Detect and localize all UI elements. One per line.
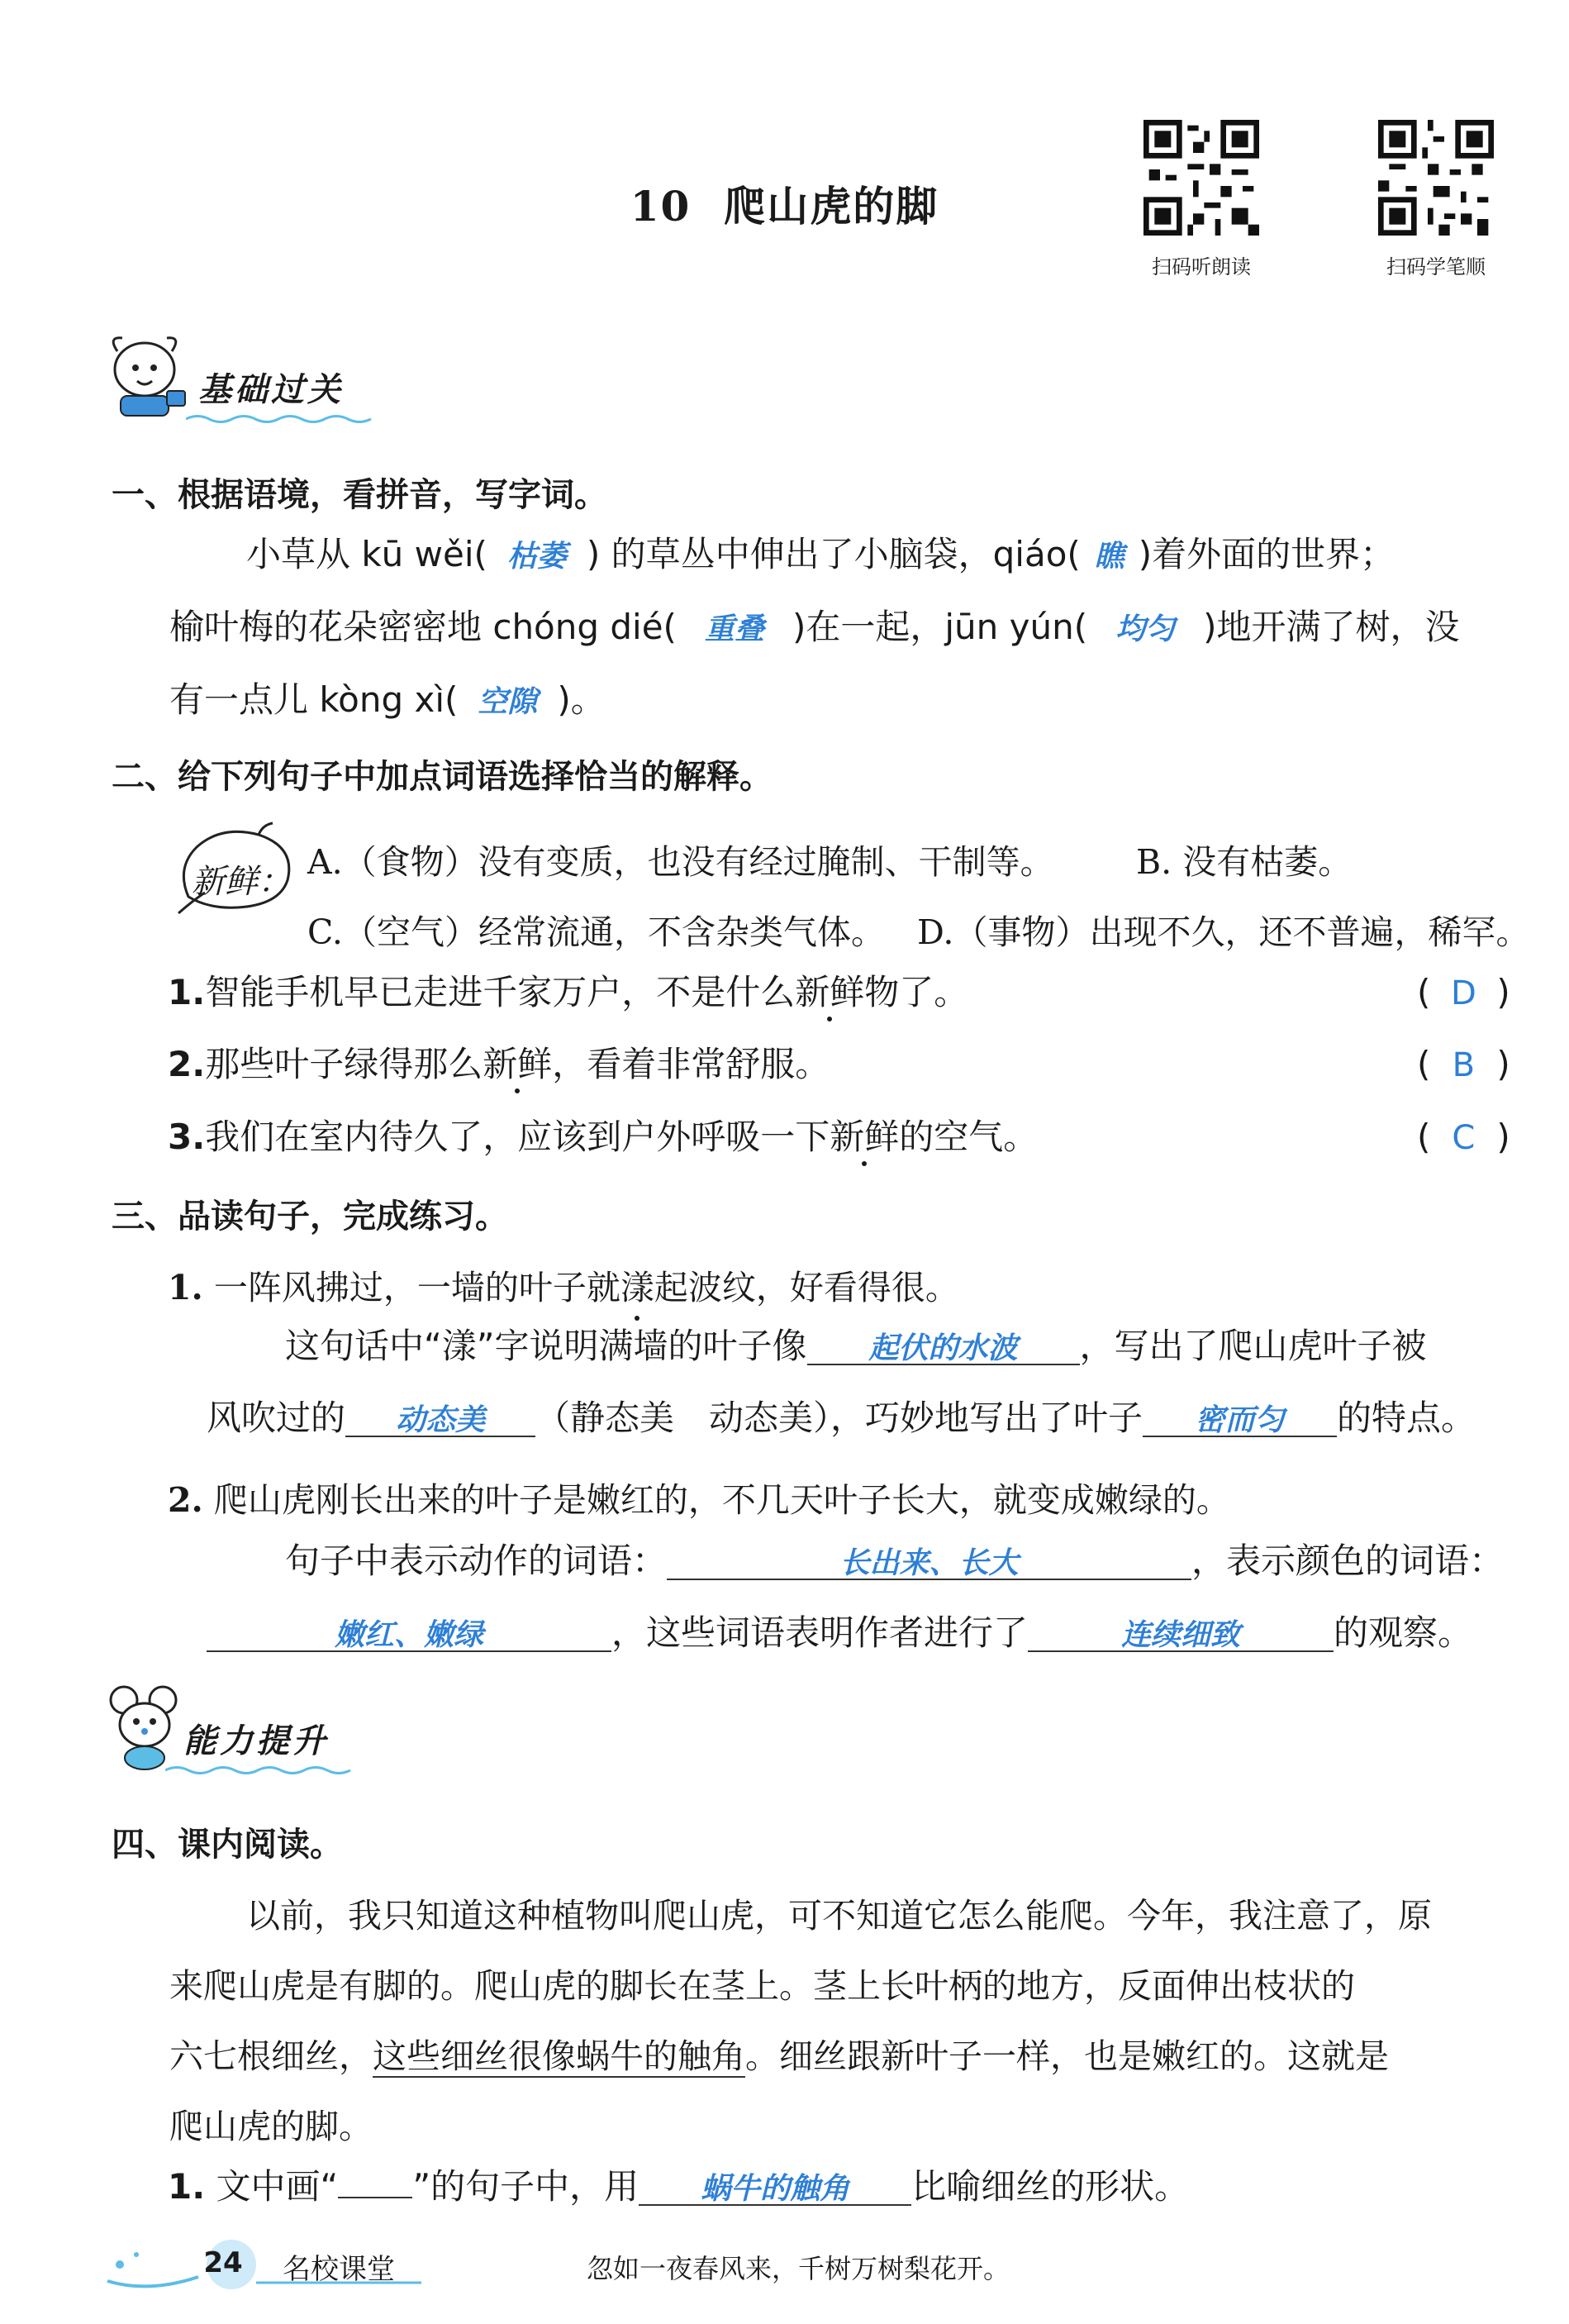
q2-answer-1: D [1450,974,1476,1012]
section-advanced-wave [165,1764,355,1776]
q4-para-line4: 爬山虎的脚。 [169,2107,373,2146]
q2-item-2-num: 2. [168,1044,206,1084]
q3-s2-text: 爬山虎刚长出来的叶子是嫩红的，不几天叶子长大，就变成嫩绿的。 [213,1480,1230,1520]
q4-para-line3-a: 六七根细丝， [169,2036,373,2076]
q1-line2 [169,607,1460,647]
q4-para-line3-b: 。细丝跟新叶子一样，也是嫩红的。这就是 [745,2036,1389,2076]
qr-code-stroke[interactable] [1378,120,1494,236]
q4-para-line3 [169,2029,1389,2078]
mouse-mascot-icon [103,1682,186,1773]
q2-item-1 [168,972,969,1012]
q2-answer-1-box [1417,972,1510,1012]
section-advanced-title: 能力提升 [183,1722,329,1760]
answer-junyun: 均匀 [1115,612,1176,646]
q4-item-1-pre: 文中画“ [216,2166,339,2207]
q2-answer-2: B [1452,1046,1476,1084]
q3-sentence-2 [168,1473,1230,1522]
q3-s1-pre: 一阵风拂过，一墙的叶子就 [213,1268,620,1307]
q3-s1-num: 1. [168,1268,203,1307]
q2-item-3-post: 的空气。 [899,1117,1039,1157]
q1-line3 [169,679,606,720]
page-number: 24 [203,2246,243,2279]
section-basic-title: 基础过关 [198,371,344,409]
q2-option-d: D.（事物）出现不久，还不普遍，稀罕。 [917,912,1530,952]
q3-heading: 三、品读句子，完成练习。 [112,1198,508,1236]
q1-line3-text-b: )。 [557,679,606,720]
q3-s2-question-line2 [207,1612,1473,1653]
q3-s1-question-line2 [207,1398,1476,1438]
qr-label-stroke: 扫码学笔顺 [1386,255,1486,279]
q2-item-2 [168,1044,830,1084]
q2-heading: 二、给下列句子中加点词语选择恰当的解释。 [112,758,773,796]
footer-quote: 忽如一夜春风来，千树万树梨花开。 [587,2253,1010,2284]
q3-s2-q3: ，这些词语表明作者进行了 [611,1612,1029,1653]
q2-option-c: C.（空气）经常流通，不含杂类气体。 [307,912,885,952]
section-basic-wave [186,413,376,425]
q4-item-1-line-mark [338,2197,412,2198]
q2-answer-3-close: ) [1496,1117,1510,1157]
q2-option-a: A.（食物）没有变质，也没有经过腌制、干制等。 [307,842,1054,882]
answer-kuwei: 枯萎 [506,540,567,574]
q1-line1-text-c: )着外面的世界； [1138,534,1395,574]
q3-s2-q1: 句子中表示动作的词语： [285,1541,668,1581]
q2-item-2-post: ，看着非常舒服。 [552,1044,830,1084]
q2-item-1-pre: 智能手机早已走进千家万户，不是什么 [205,972,796,1012]
qr-code-listen[interactable] [1143,120,1259,236]
q4-underlined-sentence: 这些细丝很像蜗牛的触角 [373,2036,745,2076]
q2-answer-3: C [1452,1119,1476,1157]
q3-s1-q4: （静态美 动态美），巧妙地写出了叶子 [535,1398,1143,1438]
q2-item-3-pre: 我们在室内待久了，应该到户外呼吸一下 [205,1117,830,1157]
answer-chongdie: 重叠 [704,612,764,646]
q1-line2-text-c: )地开满了树，没 [1203,607,1460,647]
q2-item-1-post: 物了。 [864,972,969,1012]
q1-line2-text-a: 榆叶梅的花朵密密地 chóng dié( [169,607,677,647]
q3-s2-q4: 的观察。 [1334,1612,1473,1653]
answer-observation: 连续细致 [1028,1621,1334,1652]
lesson-name: 爬山虎的脚 [724,182,939,231]
answer-colors: 嫩红、嫩绿 [207,1621,611,1652]
q2-word: 新鲜： [192,863,291,901]
q4-heading: 四、课内阅读。 [112,1826,343,1864]
goat-mascot-icon [99,326,190,421]
q4-item-1-mid: ”的句子中，用 [412,2166,639,2207]
q3-s1-q3: 风吹过的 [207,1398,346,1438]
q2-item-1-num: 1. [168,972,206,1012]
q2-item-2-pre: 那些叶子绿得那么 [205,1044,483,1084]
lesson-title [0,174,1569,233]
q3-s2-q2: ，表示颜色的词语： [1191,1541,1505,1581]
q4-para-line2: 来爬山虎是有脚的。爬山虎的脚长在茎上。茎上长叶柄的地方，反面伸出枝状的 [169,1966,1355,2006]
q2-item-1-dotted: 新鲜 [795,972,865,1012]
answer-actions: 长出来、长大 [667,1549,1191,1580]
answer-dense: 密而匀 [1143,1406,1337,1437]
answer-snail-antennae: 蜗牛的触角 [639,2174,911,2206]
q1-line1 [246,534,1395,574]
q4-para-line1: 以前，我只知道这种植物叫爬山虎，可不知道它怎么能爬。今年，我注意了，原 [246,1896,1432,1936]
q3-s1-dotted: 漾 [620,1260,654,1309]
q1-line1-text-a: 小草从 kū wěi( [246,534,487,574]
q2-answer-1-close: ) [1496,972,1510,1012]
q2-answer-2-open: ( [1417,1044,1431,1084]
q2-answer-3-open: ( [1417,1117,1431,1157]
answer-qiao: 瞧 [1094,540,1124,574]
lesson-number: 10 [630,182,692,231]
q2-item-3 [168,1117,1039,1157]
q2-option-b: B. 没有枯萎。 [1136,842,1353,882]
q2-answer-3-box [1417,1117,1510,1157]
q2-item-2-dotted: 新鲜 [483,1044,553,1084]
q3-s2-num: 2. [168,1480,203,1520]
q3-s1-q5: 的特点。 [1337,1398,1476,1438]
answer-ripple: 起伏的水波 [807,1334,1080,1365]
q3-s1-q1: 这句话中“漾”字说明满墙的叶子像 [285,1326,807,1366]
q2-item-3-dotted: 新鲜 [830,1117,900,1157]
q2-answer-1-open: ( [1417,972,1431,1012]
q3-sentence-1 [168,1260,959,1309]
answer-kongxi: 空隙 [478,685,538,719]
q3-s1-question-line1 [285,1326,1427,1366]
q1-line2-text-b: )在一起，jūn yún( [792,607,1088,647]
q3-s1-q2: ，写出了爬山虎叶子被 [1079,1326,1427,1366]
q1-line1-text-b: ) 的草丛中伸出了小脑袋，qiáo( [586,534,1081,574]
book-name: 名校课堂 [283,2253,395,2286]
q2-answer-2-close: ) [1496,1044,1510,1084]
q2-answer-2-box [1417,1044,1510,1084]
q1-heading: 一、根据语境，看拼音，写字词。 [112,476,607,514]
q3-s1-post: 起波纹，好看得很。 [654,1268,959,1307]
q2-item-3-num: 3. [168,1117,206,1157]
q1-line3-text-a: 有一点儿 kòng xì( [169,679,459,720]
q4-item-1-num: 1. [168,2166,206,2207]
q4-item-1-post: 比喻细丝的形状。 [911,2166,1190,2207]
answer-dynamic: 动态美 [345,1406,535,1437]
q4-item-1 [168,2166,1190,2207]
q3-s2-question-line1 [285,1541,1505,1581]
qr-label-listen: 扫码听朗读 [1152,255,1251,279]
